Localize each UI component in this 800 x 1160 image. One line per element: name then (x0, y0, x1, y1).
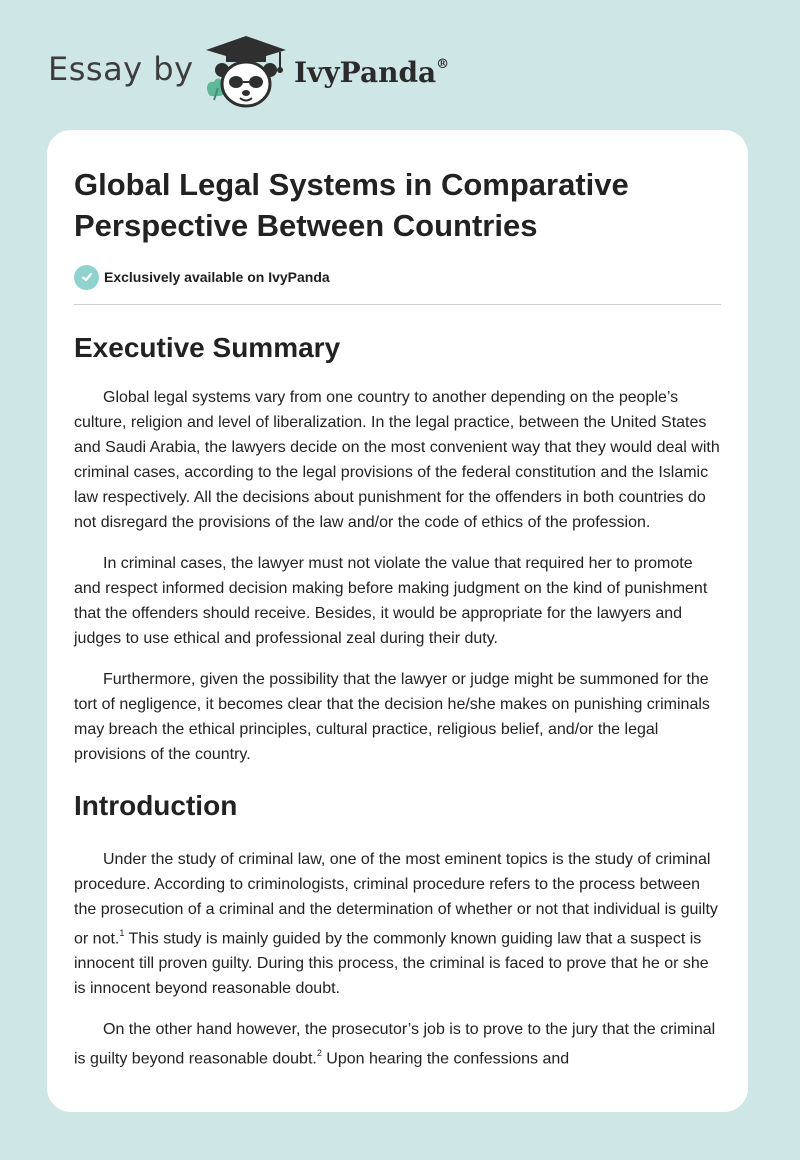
section-heading-executive-summary: Executive Summary (74, 332, 341, 363)
brand-name: IvyPanda® (294, 56, 450, 89)
divider (74, 304, 721, 305)
paragraph: Under the study of criminal law, one of the most eminent topics is the study of criminal procedure. According to criminologists, criminal procedure refers to the process between the prosecution of a criminal and the determination of whether or not that individual is guilty or not.$^1$ This study is mainly guided by the commonly known guiding law that a suspect is innocent till proven guilty. During this process, the criminal is faced to prove that he or she is innocent beyond reasonable doubt. (74, 851, 718, 998)
paragraph: On the other hand however, the prosecutor’s job is to prove to the jury that the criminal is guilty beyond reasonable doubt.$^2$ Upon hearing the confessions and (74, 1021, 716, 1068)
paragraph: Global legal systems vary from one country to another depending on the people’s culture, religion and level of liberalization. In the legal practice, between the United States and Saudi Arabia, the lawyers decide on the most convenient way that they would deal with criminal cases, according to the legal provisions of the federal constitution and the Islamic law respectively. All the decisions about punishment for the offenders in both countries do not disregard the provisions of the law and/or the code of ethics of the profession. (74, 389, 720, 531)
exclusive-badge (74, 264, 721, 290)
exclusive-badge-label: Exclusively available on IvyPanda (104, 269, 330, 285)
page-header (0, 0, 800, 130)
paragraph: Furthermore, given the possibility that the lawyer or judge might be summoned for the tort of negligence, it becomes clear that the decision he/she makes on punishing criminals may breach the ethical principles, cultural practice, religious belief, and/or the legal provisions of the country. (74, 671, 710, 763)
check-icon (74, 265, 99, 290)
essay-by-label: Essay by (48, 50, 194, 88)
essay-title: Global Legal Systems in Comparative Perspective Between Countries (74, 167, 629, 243)
paragraph: In criminal cases, the lawyer must not violate the value that required her to promote and respect informed decision making before making judgment on the kind of punishment that the offenders should receive. Besides, it would be appropriate for the lawyers and judges to use ethical and professional zeal during their duty. (74, 555, 708, 647)
footnote-ref[interactable]: 1 (119, 928, 125, 938)
essay-card (47, 130, 748, 1112)
footnote-ref[interactable]: 2 (316, 1048, 322, 1059)
ivypanda-logo-icon (200, 36, 292, 110)
section-heading-introduction: Introduction (74, 790, 238, 821)
